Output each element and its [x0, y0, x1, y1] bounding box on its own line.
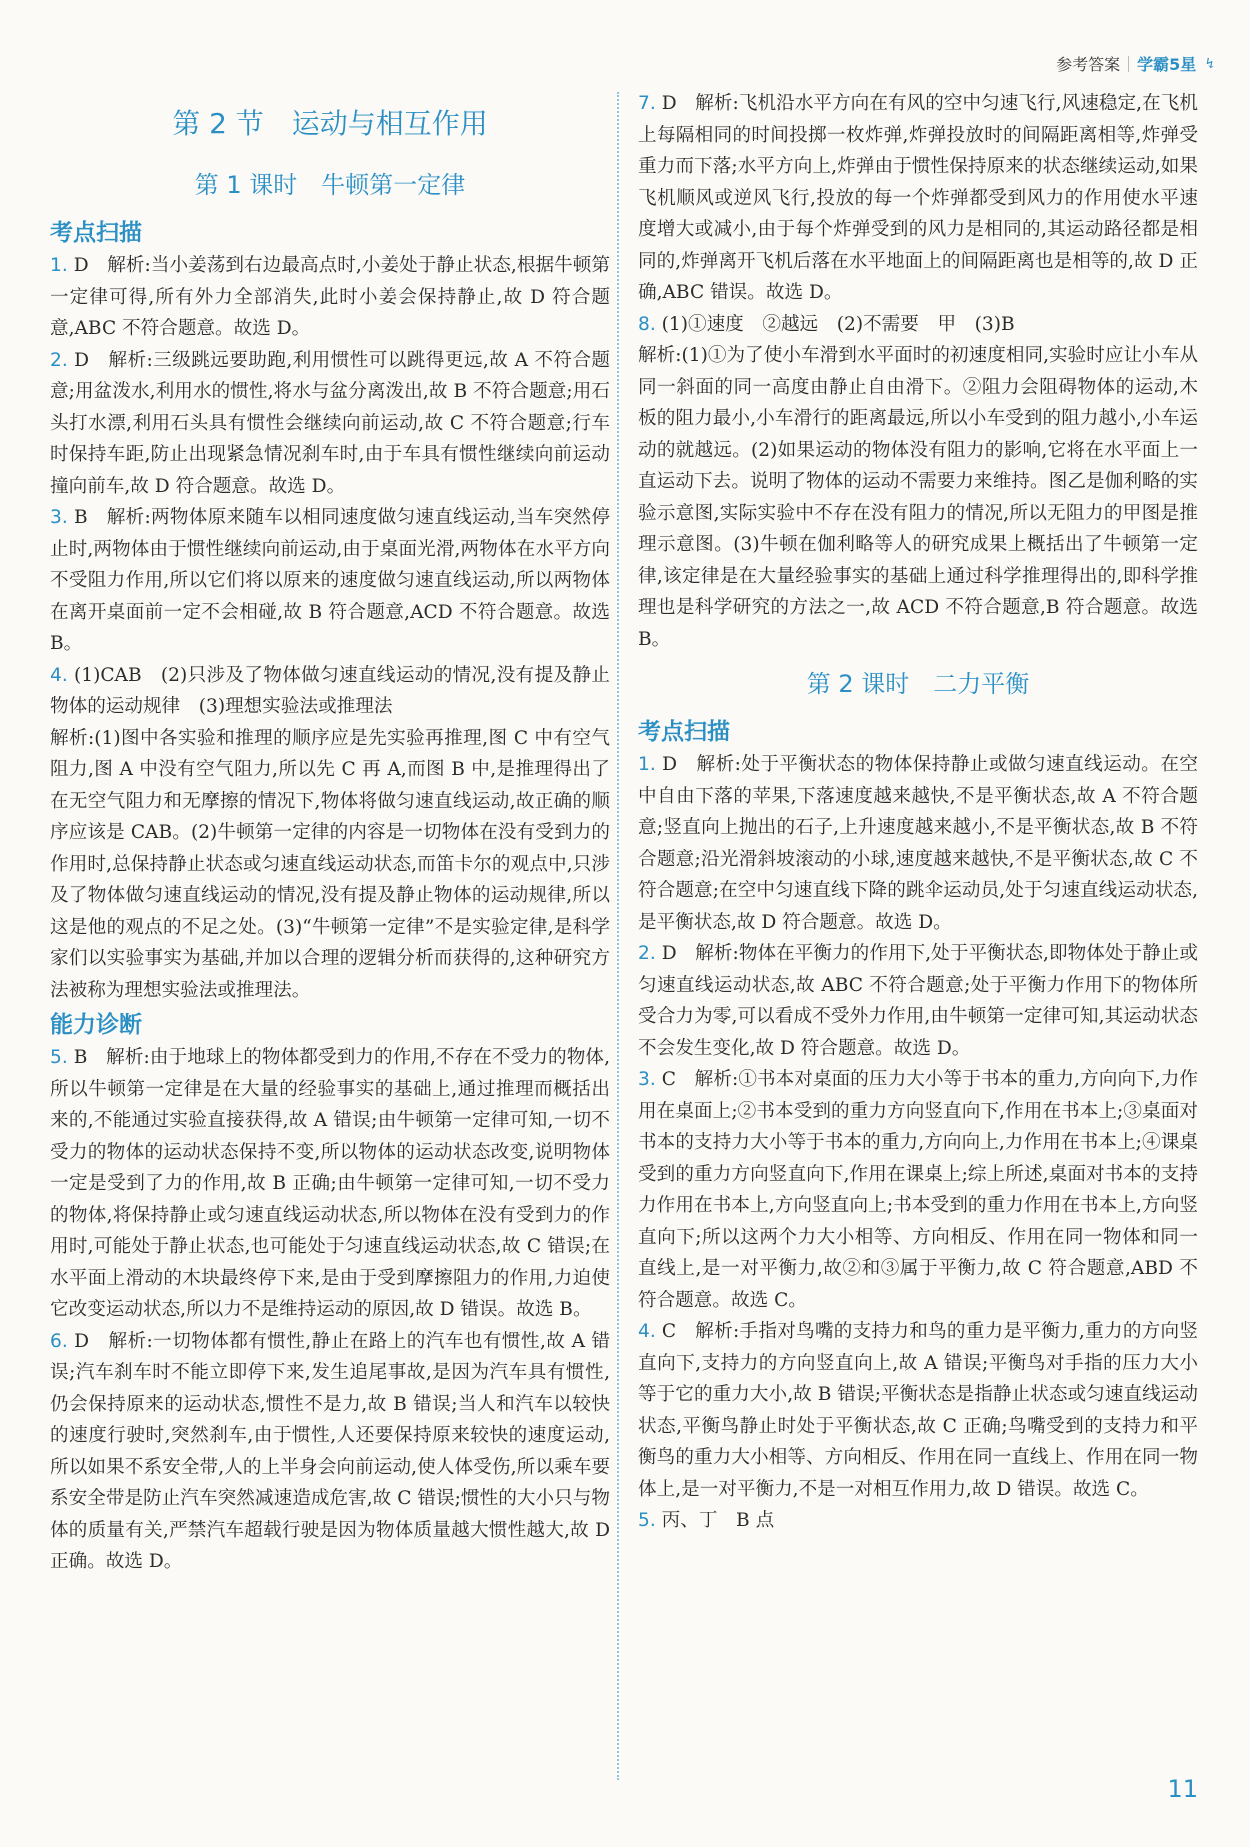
lesson-title: 第 2 课时 二力平衡	[806, 670, 1030, 698]
answer-text: B 解析:由于地球上的物体都受到力的作用,不存在不受力的物体,所以牛顿第一定律是在大量的经验事实的基础上,通过推理而概括出来的,不能通过实验直接获得,故 A 错误;由牛顿第一定律可知,一切不受力的物体的运动状态保持不变,所以物体的运动状态改变,说明物体一定是受到了力的作用,故 B 正确;由牛顿第一定律可知,一切不受力的物体,将保持静止或匀速直线运动状态,所以物体在没有受到力的作用时,可能处于静止状态,也可能处于匀速直线运动状态,故 C 错误;在水平面上滑动的木块最终停下来,是由于受到摩擦阻力的作用,力迫使它改变运动状态,所以力不是维持运动的原因,故 D 错误。故选 B。	[50, 1047, 610, 1320]
lesson-title: 第 1 课时 牛顿第一定律	[194, 171, 466, 199]
answer-text: D 解析:一切物体都有惯性,静止在路上的汽车也有惯性,故 A 错误;汽车刹车时不能立即停下来,发生追尾事故,是因为汽车具有惯性,仍会保持原来的运动状态,惯性不是力,故 B 错误;当人和汽车以较快的速度行驶时,突然刹车,由于惯性,人还要保持原来较快的速度运动,所以如果不系安全带,人的上半身会向前运动,使人体受伤,所以乘车要系安全带是防止汽车突然减速造成危害,故 C 错误;惯性的大小只与物体的质量有关,严禁汽车超载行驶是因为物体质量越大惯性越大,故 D 正确。故选 D。	[50, 1330, 610, 1572]
answer-text: C 解析:手指对鸟嘴的支持力和鸟的重力是平衡力,重力的方向竖直向下,支持力的方向竖直向上,故 A 错误;平衡鸟对手指的压力大小等于它的重力大小,故 B 错误;平衡状态是指静止状态或匀速直线运动状态,平衡鸟静止时处于平衡状态,故 C 正确;鸟嘴受到的支持力和平衡鸟的重力大小相等、方向相反、作用在同一直线上、作用在同一物体上,是一对平衡力,不是一对相互作用力,故 D 错误。故选 C。	[638, 1321, 1198, 1500]
answer-number: 1.	[638, 754, 656, 775]
answer-text: (1)①速度 ②越远 (2)不需要 甲 (3)B	[655, 313, 1015, 335]
brand-name: 学霸5星	[1137, 55, 1197, 74]
answer-number: 5.	[638, 1510, 656, 1531]
answer-number: 2.	[638, 943, 656, 964]
page-header	[1056, 52, 1216, 75]
answer-item	[638, 309, 1198, 341]
answer-number: 5.	[50, 1047, 68, 1068]
answer-item	[50, 250, 610, 345]
answer-item	[50, 660, 610, 723]
answer-text: D 解析:三级跳远要助跑,利用惯性可以跳得更远,故 A 不符合题意;用盆泼水,利用水的惯性,将水与盆分离泼出,故 B 不符合题意;用石头打水漂,利用石头具有惯性会继续向前运动,故 C 不符合题意;行车时保持车距,防止出现紧急情况刹车时,由于车具有惯性继续向前运动撞向前车,故 D 符合题意。故选 D。	[50, 349, 610, 497]
answer-text: 丙、丁 B 点	[655, 1510, 775, 1531]
answer-text: D 解析:当小姜荡到右边最高点时,小姜处于静止状态,根据牛顿第一定律可得,所有外力全部消失,此时小姜会保持静止,故 D 符合题意,ABC 不符合题意。故选 D。	[50, 255, 610, 339]
answer-number: 1.	[50, 255, 68, 276]
answer-number: 8.	[638, 313, 656, 335]
subsection-tag: 考点扫描	[50, 220, 142, 246]
page-number: 11	[1167, 1775, 1198, 1803]
header-divider	[1128, 56, 1129, 72]
answer-item	[638, 88, 1198, 309]
answer-number: 4.	[638, 1321, 656, 1342]
answer-item	[638, 938, 1198, 1064]
left-column	[50, 88, 610, 1578]
answer-text: C 解析:①书本对桌面的压力大小等于书本的重力,方向向下,力作用在桌面上;②书本受到的重力方向竖直向下,作用在书本上;③桌面对书本的支持力大小等于书本的重力,方向向上,力作用在书本上;④课桌受到的重力方向竖直向下,作用在课桌上;综上所述,桌面对书本的支持力作用在书本上,方向竖直向上;书本受到的重力作用在书本上,方向竖直向下;所以这两个力大小相等、方向相反、作用在同一物体和同一直线上,是一对平衡力,故②和③属于平衡力,故 C 符合题意,ABD 不符合题意。故选 C。	[638, 1069, 1198, 1311]
answer-item	[50, 502, 610, 660]
answer-text: D 解析:处于平衡状态的物体保持静止或做匀速直线运动。在空中自由下落的苹果,下落速度越来越快,不是平衡状态,故 A 不符合题意;竖直向上抛出的石子,上升速度越来越小,不是平衡状态,故 B 不符合题意;沿光滑斜坡滚动的小球,速度越来越快,不是平衡状态,故 C 不符合题意;在空中匀速直线下降的跳伞运动员,处于匀速直线运动状态,是平衡状态,故 D 符合题意。故选 D。	[638, 754, 1198, 933]
answer-number: 3.	[638, 1069, 656, 1090]
answer-item	[638, 749, 1198, 938]
answer-text: B 解析:两物体原来随车以相同速度做匀速直线运动,当车突然停止时,两物体由于惯性继续向前运动,由于桌面光滑,两物体在水平方向不受阻力作用,所以它们将以原来的速度做匀速直线运动,所以两物体在离开桌面前一定不会相碰,故 B 符合题意,ACD 不符合题意。故选 B。	[50, 507, 610, 654]
reference-answer-label: 参考答案	[1056, 55, 1121, 74]
answer-number: 2.	[50, 349, 68, 371]
answer-item	[638, 1316, 1198, 1505]
subsection-tag: 能力诊断	[50, 1012, 142, 1038]
answer-item	[50, 345, 610, 503]
answer-explanation: 解析:(1)图中各实验和推理的顺序应是先实验再推理,图 C 中有空气阻力,图 A 中没有空气阻力,所以先 C 再 A,而图 B 中,是推理得出了在无空气阻力和无摩擦的情况下,物体将做匀速直线运动,故正确的顺序应该是 CAB。(2)牛顿第一定律的内容是一切物体在没有受到力的作用时,总保持静止状态或匀速直线运动状态,而笛卡尔的观点中,只涉及了物体做匀速直线运动的情况,没有提及静止物体的运动规律,所以这是他的观点的不足之处。(3)“牛顿第一定律”不是实验定律,是科学家们以实验事实为基础,并加以合理的逻辑分析而获得的,这种研究方法被称为理想实验法或推理法。	[50, 727, 610, 1001]
answer-number: 4.	[50, 664, 68, 686]
subsection-tag: 考点扫描	[638, 719, 730, 745]
answer-explanation: 解析:(1)①为了使小车滑到水平面时的初速度相同,实验时应让小车从同一斜面的同一高度由静止自由滑下。②阻力会阻碍物体的运动,木板的阻力最小,小车滑行的距离最远,所以小车受到的阻力越小,小车运动的就越远。(2)如果运动的物体没有阻力的影响,它将在水平面上一直运动下去。说明了物体的运动不需要力来维持。图乙是伽利略的实验示意图,实际实验中不存在没有阻力的情况,所以无阻力的甲图是推理示意图。(3)牛顿在伽利略等人的研究成果上概括出了牛顿第一定律,该定律是在大量经验事实的基础上通过科学推理得出的,即科学推理也是科学研究的方法之一,故 ACD 不符合题意,B 符合题意。故选 B。	[638, 345, 1198, 650]
section-title: 第 2 节 运动与相互作用	[172, 107, 488, 140]
answer-number: 6.	[50, 1330, 68, 1352]
answer-text: D 解析:飞机沿水平方向在有风的空中匀速飞行,风速稳定,在飞机上每隔相同的时间投掷一枚炸弹,炸弹投放时的间隔距离相等,炸弹受重力而下落;水平方向上,炸弹由于惯性保持原来的状态继续运动,如果飞机顺风或逆风飞行,投放的每一个炸弹都受到风力的作用使水平速度增大或减小,由于每个炸弹受到的风力是相同的,其运动路径都是相同的,炸弹离开飞机后落在水平地面上的间隔距离也是相等的,故 D 正确,ABC 错误。故选 D。	[638, 93, 1198, 303]
answer-number: 3.	[50, 507, 68, 528]
answer-text: D 解析:物体在平衡力的作用下,处于平衡状态,即物体处于静止或匀速直线运动状态,故 ABC 不符合题意;处于平衡力作用下的物体所受合力为零,可以看成不受外力作用,由牛顿第一定律可知,其运动状态不会发生变化,故 D 符合题意。故选 D。	[638, 943, 1198, 1059]
answer-item	[50, 1042, 610, 1326]
answer-item	[638, 1505, 1198, 1537]
column-divider	[617, 92, 619, 1780]
answer-item	[638, 1064, 1198, 1316]
brand-flourish-icon: ↯	[1204, 55, 1216, 72]
answer-text: (1)CAB (2)只涉及了物体做匀速直线运动的情况,没有提及静止物体的运动规律 (3)理想实验法或推理法	[50, 664, 610, 717]
answer-item	[50, 1326, 610, 1578]
answer-number: 7.	[638, 93, 656, 114]
right-column	[638, 88, 1198, 1537]
